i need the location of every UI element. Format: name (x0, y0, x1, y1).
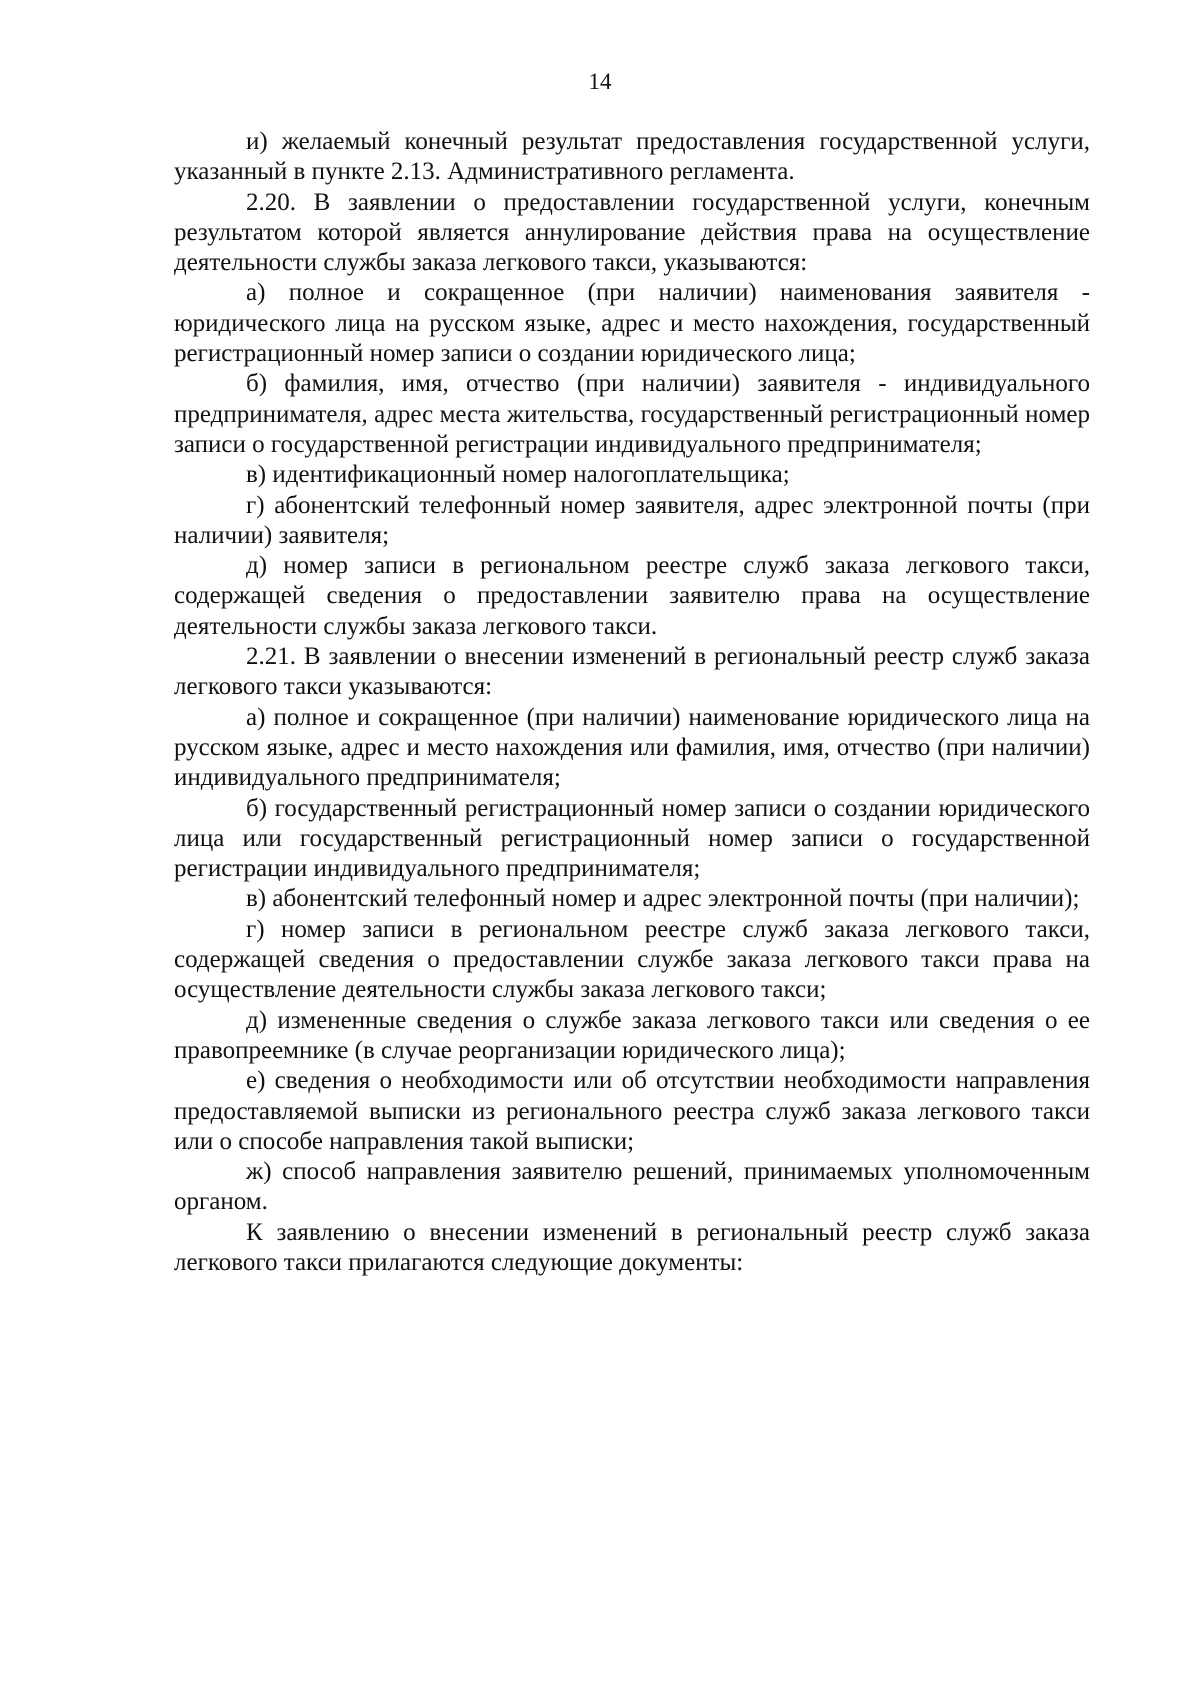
page-number: 14 (588, 69, 612, 94)
paragraph-2-21: 2.21. В заявлении о внесении изменений в региональный реестр служб заказа легкового такси указываются: (174, 643, 1090, 701)
paragraph-2-21-g: г) номер записи в региональном реестре служб заказа легкового такси, содержащей сведения о предоставлении службе заказа легкового такси права на осуществление деятельности службы заказа легкового такси; (174, 915, 1090, 1004)
paragraph-item-i: и) желаемый конечный результат предоставления государственной услуги, указанный в пункте 2.13. Административного регламента. (174, 128, 1090, 186)
paragraph-2-21-zh: ж) способ направления заявителю решений, принимаемых уполномоченным органом. (174, 1158, 1090, 1216)
paragraph-2-20-b: б) фамилия, имя, отчество (при наличии) заявителя - индивидуального предпринимателя, адрес места жительства, государственный регистрационный номер записи о государственной регистрации индивидуального предпринимателя; (174, 370, 1090, 458)
paragraph-2-21-a: а) полное и сокращенное (при наличии) наименование юридического лица на русском языке, адрес и место нахождения или фамилия, имя, отчество (при наличии) индивидуального предпринимателя; (174, 703, 1090, 792)
paragraph-2-20-v: в) идентификационный номер налогоплательщика; (246, 461, 790, 489)
paragraph-2-21-v: в) абонентский телефонный номер и адрес электронной почты (при наличии); (246, 885, 1080, 913)
paragraph-2-20-a: а) полное и сокращенное (при наличии) наименования заявителя - юридического лица на русском языке, адрес и место нахождения, государственный регистрационный номер записи о создании юридического лица; (174, 279, 1090, 368)
paragraph-2-20: 2.20. В заявлении о предоставлении государственной услуги, конечным результатом которой является аннулирование действия права на осуществление деятельности службы заказа легкового такси, указываются: (174, 188, 1090, 277)
paragraph-attachments-intro: К заявлению о внесении изменений в региональный реестр служб заказа легкового такси прилагаются следующие документы: (174, 1218, 1090, 1276)
paragraph-2-21-b: б) государственный регистрационный номер записи о создании юридического лица или государственный регистрационный номер записи о государственной регистрации индивидуального предпринимателя; (174, 794, 1090, 883)
paragraph-2-20-g: г) абонентский телефонный номер заявителя, адрес электронной почты (при наличии) заявителя; (174, 491, 1090, 549)
paragraph-2-20-d: д) номер записи в региональном реестре служб заказа легкового такси, содержащей сведения о предоставлении заявителю права на осуществление деятельности службы заказа легкового такси. (174, 552, 1090, 640)
document-body (174, 127, 1090, 1278)
paragraph-2-21-e: е) сведения о необходимости или об отсутствии необходимости направления предоставляемой выписки из регионального реестра служб заказа легкового такси или о способе направления такой выписки; (174, 1067, 1090, 1155)
paragraph-2-21-d: д) измененные сведения о службе заказа легкового такси или сведения о ее правопреемнике (в случае реорганизации юридического лица); (174, 1006, 1090, 1064)
